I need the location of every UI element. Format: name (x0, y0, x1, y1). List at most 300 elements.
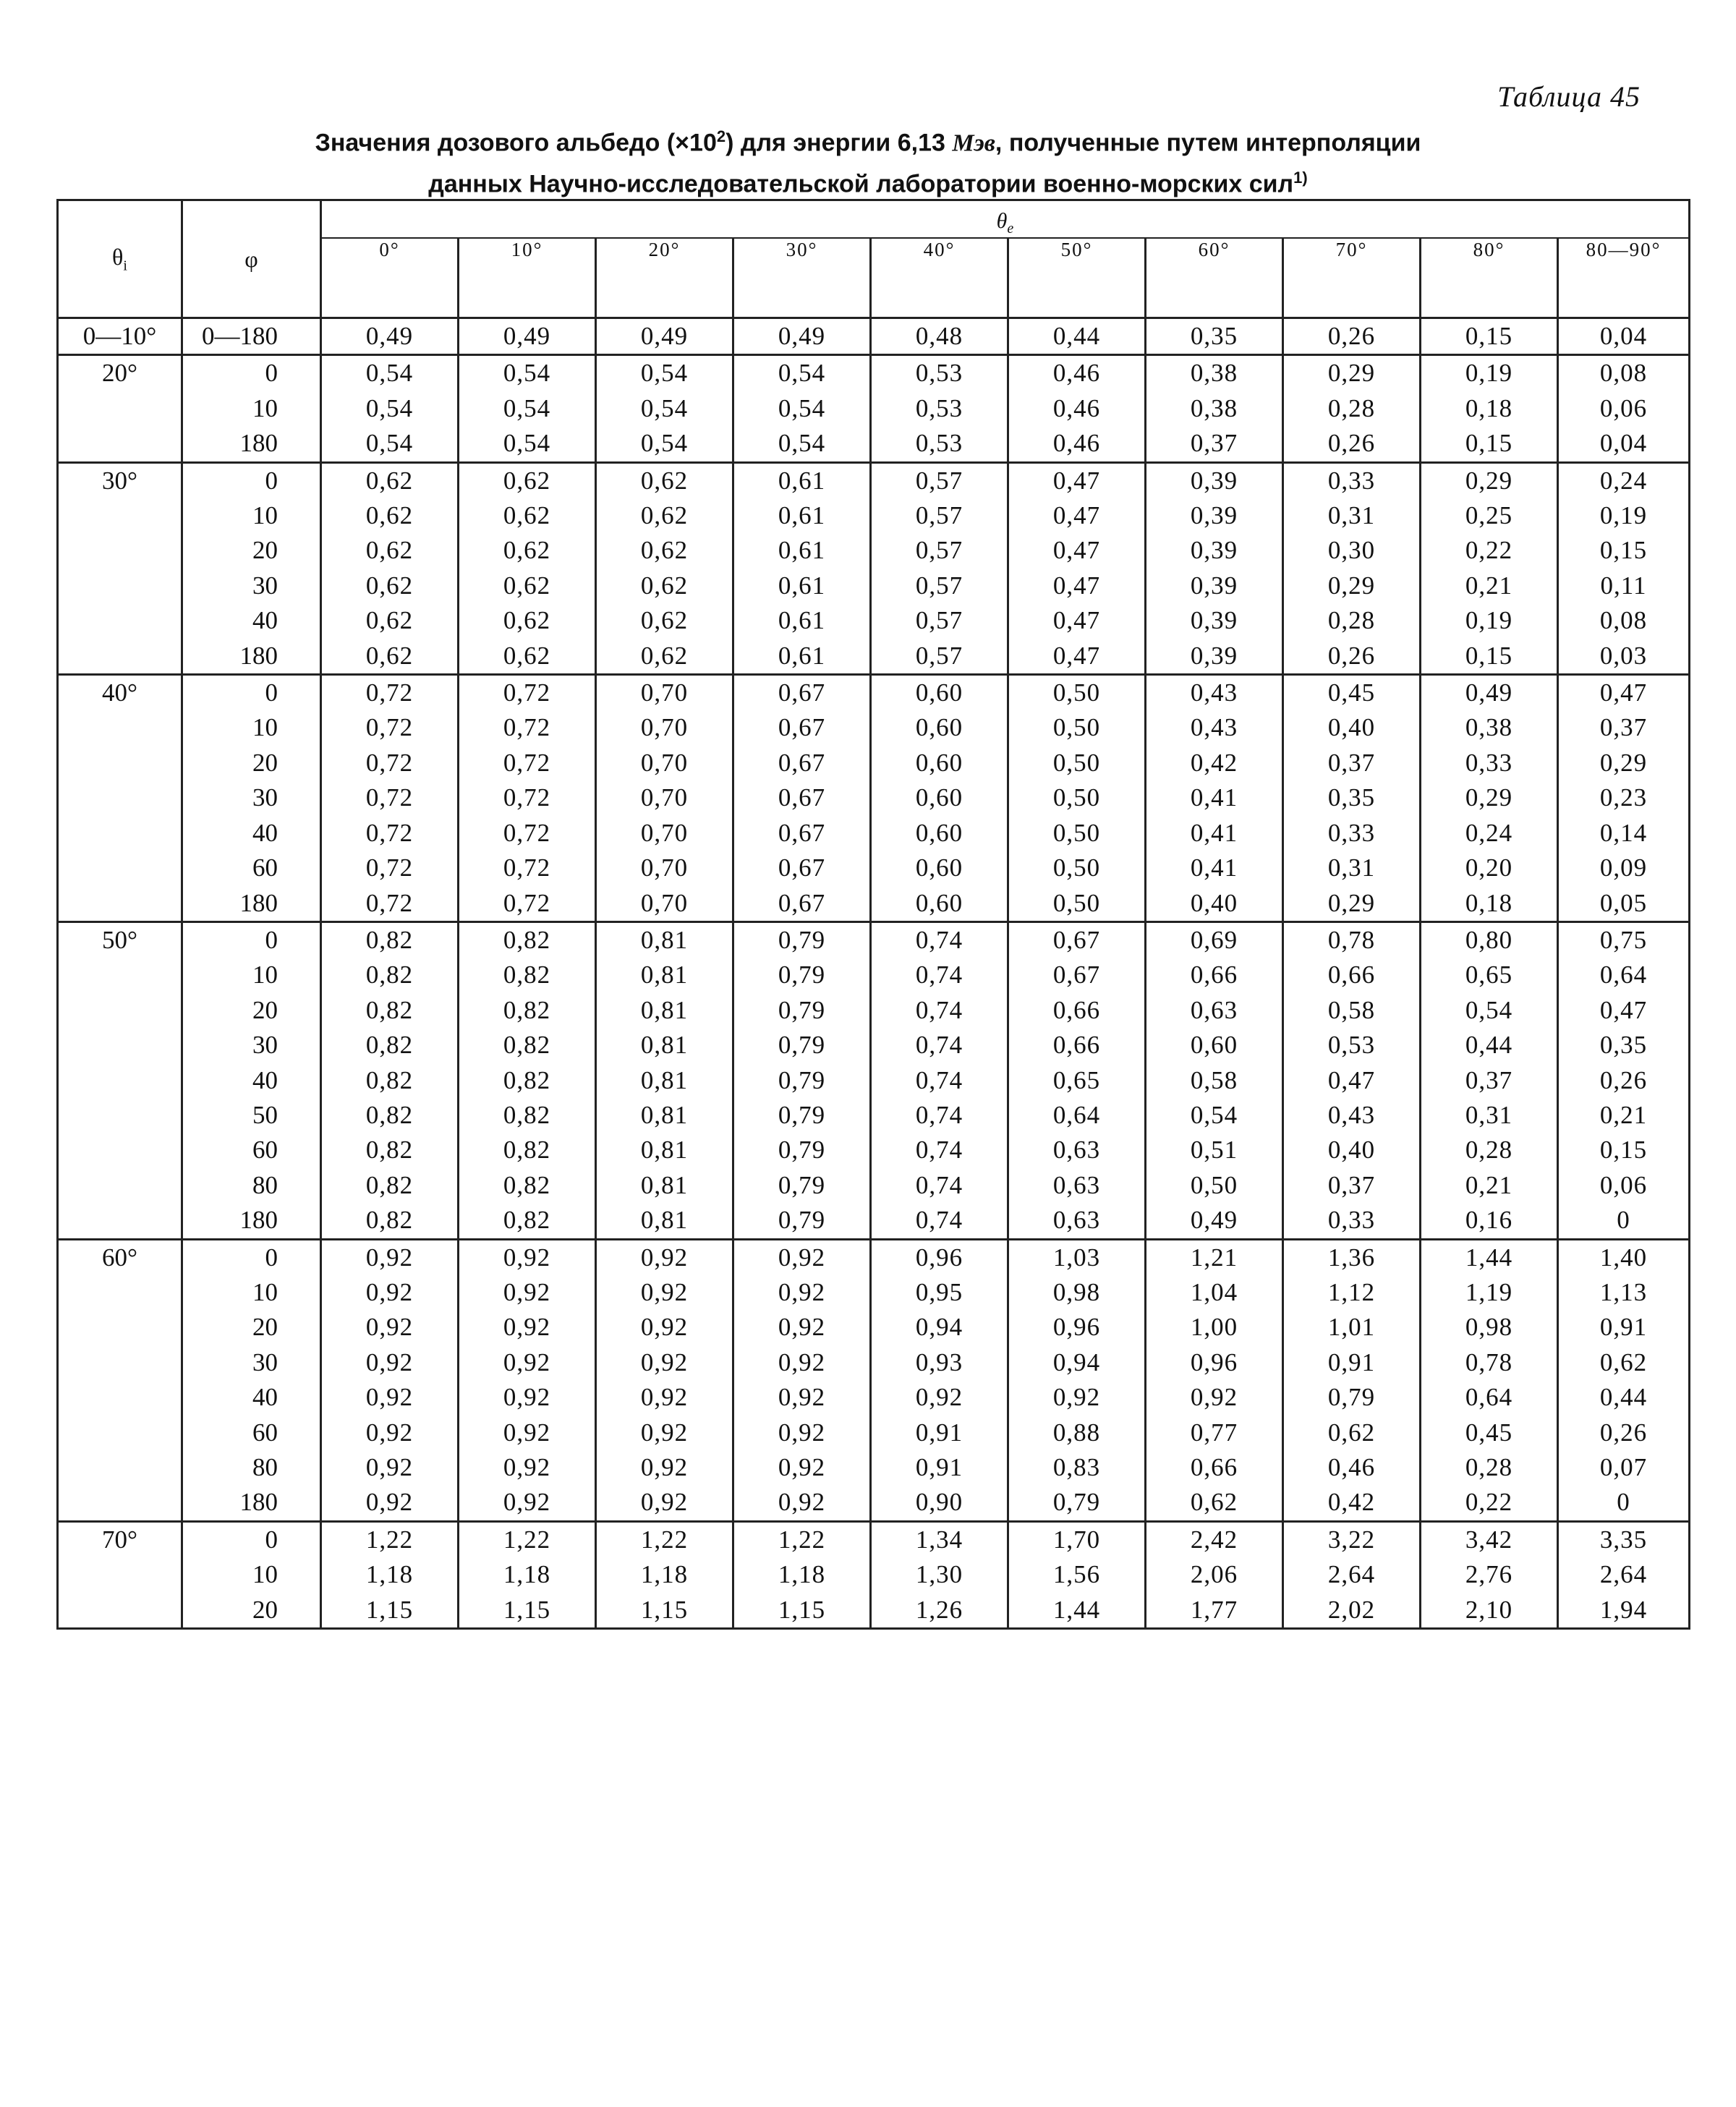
albedo-value: 0,62 (365, 536, 414, 565)
theta-i-value: 50° (58, 921, 182, 1239)
albedo-value: 0,57 (915, 536, 963, 565)
albedo-value: 0,74 (915, 1100, 963, 1129)
albedo-value: 0,88 (1052, 1418, 1101, 1447)
albedo-value: 0,04 (1599, 322, 1648, 350)
albedo-value: 0,63 (1052, 1170, 1101, 1199)
albedo-value: 0,60 (1190, 1031, 1238, 1060)
albedo-value: 0,96 (915, 1243, 963, 1272)
albedo-value: 1,15 (503, 1595, 551, 1624)
albedo-value: 1,18 (503, 1560, 551, 1589)
albedo-value: 0,80 (1465, 925, 1513, 954)
albedo-column-cell (733, 1521, 871, 1628)
albedo-value: 1,00 (1190, 1313, 1238, 1342)
albedo-value: 0,22 (1465, 1488, 1513, 1517)
albedo-value: 0,21 (1465, 571, 1513, 600)
albedo-value: 0,70 (640, 748, 689, 777)
albedo-value: 0,62 (640, 606, 689, 635)
albedo-column-cell (871, 921, 1008, 1239)
albedo-value: 0,39 (1190, 466, 1238, 495)
albedo-value: 0,67 (778, 818, 826, 847)
caption-line-2: данных Научно-исследовательской лаборатории военно-морских сил$^{1)}$ (428, 169, 1308, 198)
albedo-value: 0,57 (915, 606, 963, 635)
albedo-value: 0,74 (915, 925, 963, 954)
albedo-value: 0,72 (503, 818, 551, 847)
albedo-value: 0,67 (778, 678, 826, 707)
albedo-value: 0,35 (1599, 1031, 1648, 1060)
albedo-value: 0,74 (915, 1136, 963, 1165)
albedo-value: 0,67 (1052, 925, 1101, 954)
albedo-value: 1,44 (1052, 1595, 1101, 1624)
albedo-column-cell (733, 675, 871, 922)
albedo-value: 0,54 (778, 429, 826, 458)
albedo-value: 0,54 (778, 393, 826, 422)
phi-value: 10 (252, 713, 278, 742)
albedo-value: 0,50 (1190, 1170, 1238, 1199)
albedo-value: 0,19 (1465, 606, 1513, 635)
albedo-value: 0,92 (1052, 1383, 1101, 1412)
albedo-value: 0,92 (365, 1488, 414, 1517)
albedo-column-cell (733, 318, 871, 355)
phi-value: 30 (252, 1031, 278, 1060)
albedo-value: 0,62 (1190, 1488, 1238, 1517)
albedo-value: 1,15 (640, 1595, 689, 1624)
albedo-value: 0,42 (1327, 1488, 1376, 1517)
albedo-value: 0,50 (1052, 818, 1101, 847)
albedo-value: 0,72 (365, 783, 414, 812)
albedo-value: 0,74 (915, 1065, 963, 1094)
albedo-column-cell (596, 1521, 733, 1628)
albedo-value: 0,74 (915, 1206, 963, 1235)
albedo-value: 0,92 (1190, 1383, 1238, 1412)
albedo-value: 0,54 (640, 359, 689, 388)
albedo-value: 0,79 (778, 1170, 826, 1199)
theta-e-angle-header: 0° (321, 238, 459, 318)
albedo-value: 0,98 (1465, 1313, 1513, 1342)
phi-values (182, 1239, 321, 1521)
phi-value: 0 (265, 359, 278, 388)
albedo-value: 1,15 (365, 1595, 414, 1624)
albedo-value: 0,79 (778, 995, 826, 1024)
albedo-value: 0,24 (1599, 466, 1648, 495)
theta-i-value: 20° (58, 355, 182, 462)
albedo-column-cell (321, 318, 459, 355)
albedo-column-cell (321, 1239, 459, 1521)
albedo-value: 0,47 (1052, 466, 1101, 495)
albedo-value: 0,14 (1599, 818, 1648, 847)
albedo-value: 1,94 (1599, 1595, 1648, 1624)
albedo-column-cell (1421, 1521, 1558, 1628)
albedo-value: 0,67 (778, 888, 826, 917)
albedo-column-cell (321, 355, 459, 462)
albedo-value: 0,51 (1190, 1136, 1238, 1165)
albedo-value: 0,92 (915, 1383, 963, 1412)
albedo-value: 0,92 (503, 1348, 551, 1376)
phi-value: 20 (252, 536, 278, 565)
albedo-column-cell (1558, 675, 1690, 922)
albedo-value: 0,64 (1052, 1100, 1101, 1129)
albedo-value: 0,81 (640, 925, 689, 954)
theta-i-group (58, 318, 1690, 355)
albedo-column-cell (1558, 1239, 1690, 1521)
albedo-column-cell (459, 318, 596, 355)
phi-value: 10 (252, 1560, 278, 1589)
albedo-value: 0,49 (1190, 1206, 1238, 1235)
albedo-value: 0,67 (778, 783, 826, 812)
albedo-value: 1,26 (915, 1595, 963, 1624)
albedo-value: 0,24 (1465, 818, 1513, 847)
theta-e-header: $\theta_e$ (321, 200, 1690, 239)
albedo-value: 0,38 (1190, 393, 1238, 422)
albedo-value: 0,94 (1052, 1348, 1101, 1376)
phi-values (182, 462, 321, 674)
albedo-value: 0,81 (640, 1170, 689, 1199)
albedo-value: 0,92 (640, 1277, 689, 1306)
albedo-value: 0,50 (1052, 713, 1101, 742)
albedo-value: 0,26 (1599, 1418, 1648, 1447)
albedo-value: 0,82 (503, 1065, 551, 1094)
albedo-value: 0,21 (1599, 1100, 1648, 1129)
albedo-value: 0,67 (778, 854, 826, 882)
albedo-value: 0,82 (503, 1206, 551, 1235)
albedo-value: 0,72 (503, 713, 551, 742)
albedo-value: 0,92 (640, 1383, 689, 1412)
albedo-column-cell (321, 675, 459, 922)
albedo-value: 0,93 (915, 1348, 963, 1376)
albedo-column-cell (1283, 675, 1421, 922)
albedo-value: 0,79 (778, 1031, 826, 1060)
phi-value: 30 (252, 1348, 278, 1376)
albedo-value: 0,62 (1327, 1418, 1376, 1447)
albedo-value: 0,54 (503, 359, 551, 388)
albedo-value: 0,92 (778, 1277, 826, 1306)
albedo-value: 0,66 (1190, 961, 1238, 989)
albedo-column-cell (459, 921, 596, 1239)
albedo-value: 0,78 (1465, 1348, 1513, 1376)
albedo-value: 0,92 (503, 1383, 551, 1412)
albedo-value: 0,69 (1190, 925, 1238, 954)
albedo-value: 0,28 (1327, 393, 1376, 422)
albedo-value: 0,92 (640, 1313, 689, 1342)
phi-value: 80 (252, 1453, 278, 1481)
albedo-value: 0,37 (1465, 1065, 1513, 1094)
phi-value: 0 (265, 1525, 278, 1554)
albedo-value: 0,92 (778, 1383, 826, 1412)
albedo-column-cell (596, 1239, 733, 1521)
phi-value: 180 (239, 1488, 278, 1517)
albedo-value: 1,22 (365, 1525, 414, 1554)
albedo-column-cell (459, 1521, 596, 1628)
albedo-value: 1,03 (1052, 1243, 1101, 1272)
albedo-value: 0,96 (1190, 1348, 1238, 1376)
albedo-column-cell (733, 921, 871, 1239)
albedo-value: 1,70 (1052, 1525, 1101, 1554)
table-number: Таблица 45 (1497, 80, 1641, 113)
albedo-value: 0,90 (915, 1488, 963, 1517)
phi-value: 0 (265, 466, 278, 495)
albedo-value: 1,40 (1599, 1243, 1648, 1272)
albedo-value: 0,92 (365, 1277, 414, 1306)
theta-i-group (58, 462, 1690, 674)
phi-value: 30 (252, 571, 278, 600)
phi-header: φ (182, 200, 321, 318)
theta-e-angle-header: 70° (1283, 238, 1421, 318)
albedo-value: 0,74 (915, 995, 963, 1024)
phi-value: 180 (239, 429, 278, 458)
albedo-column-cell (321, 462, 459, 674)
phi-value: 10 (252, 501, 278, 530)
albedo-value: 0,92 (778, 1348, 826, 1376)
albedo-value: 0,92 (365, 1453, 414, 1481)
albedo-value: 0,92 (778, 1418, 826, 1447)
albedo-value: 0,79 (778, 1065, 826, 1094)
albedo-value: 0,08 (1599, 606, 1648, 635)
albedo-value: 0,61 (778, 641, 826, 670)
albedo-column-cell (1283, 462, 1421, 674)
albedo-column-cell (321, 921, 459, 1239)
albedo-value: 0,48 (915, 322, 963, 350)
albedo-column-cell (1421, 675, 1558, 922)
albedo-value: 0,54 (640, 429, 689, 458)
albedo-column-cell (321, 1521, 459, 1628)
albedo-value: 0,40 (1190, 888, 1238, 917)
albedo-value: 0,64 (1465, 1383, 1513, 1412)
albedo-column-cell (1146, 355, 1283, 462)
albedo-value: 0,42 (1190, 748, 1238, 777)
albedo-value: 0,81 (640, 1136, 689, 1165)
theta-i-value: 40° (58, 675, 182, 922)
albedo-value: 0,82 (503, 995, 551, 1024)
albedo-value: 0,54 (503, 393, 551, 422)
albedo-value: 0,82 (365, 1031, 414, 1060)
albedo-value: 0,31 (1465, 1100, 1513, 1129)
albedo-value: 2,10 (1465, 1595, 1513, 1624)
albedo-column-cell (1558, 921, 1690, 1239)
theta-e-angle-header: 10° (459, 238, 596, 318)
albedo-value: 0,61 (778, 466, 826, 495)
albedo-value: 0,26 (1599, 1065, 1648, 1094)
albedo-value: 0,92 (778, 1453, 826, 1481)
albedo-value: 3,22 (1327, 1525, 1376, 1554)
theta-i-group (58, 355, 1690, 462)
albedo-value: 0,05 (1599, 888, 1648, 917)
albedo-value: 0,65 (1465, 961, 1513, 989)
albedo-value: 0,72 (365, 748, 414, 777)
phi-value: 0 (265, 925, 278, 954)
albedo-value: 0,75 (1599, 925, 1648, 954)
albedo-value: 1,04 (1190, 1277, 1238, 1306)
albedo-value: 0,79 (778, 925, 826, 954)
albedo-value: 0,39 (1190, 501, 1238, 530)
albedo-value: 0,82 (503, 1031, 551, 1060)
albedo-column-cell (1558, 318, 1690, 355)
albedo-value: 0,63 (1052, 1136, 1101, 1165)
albedo-value: 0,82 (365, 995, 414, 1024)
albedo-column-cell (1146, 462, 1283, 674)
albedo-column-cell (1421, 355, 1558, 462)
albedo-value: 0,19 (1465, 359, 1513, 388)
albedo-value: 0,49 (640, 322, 689, 350)
theta-i-value: 60° (58, 1239, 182, 1521)
albedo-value: 0,82 (365, 1100, 414, 1129)
albedo-value: 0,95 (915, 1277, 963, 1306)
albedo-value: 0,62 (503, 571, 551, 600)
albedo-value: 1,15 (778, 1595, 826, 1624)
albedo-value: 0,08 (1599, 359, 1648, 388)
albedo-value: 0,40 (1327, 713, 1376, 742)
albedo-value: 0,49 (1465, 678, 1513, 707)
albedo-value: 0,46 (1052, 393, 1101, 422)
albedo-value: 0,57 (915, 641, 963, 670)
albedo-value: 0,92 (503, 1453, 551, 1481)
theta-e-angle-header: 80—90° (1558, 238, 1690, 318)
albedo-value: 0,38 (1465, 713, 1513, 742)
phi-value: 40 (252, 1383, 278, 1412)
albedo-column-cell (459, 675, 596, 922)
albedo-column-cell (871, 318, 1008, 355)
albedo-column-cell (1421, 921, 1558, 1239)
phi-value: 180 (239, 1206, 278, 1235)
albedo-value: 0,15 (1599, 1136, 1648, 1165)
albedo-value: 0 (1617, 1206, 1630, 1235)
albedo-value: 0,70 (640, 713, 689, 742)
phi-value: 30 (252, 783, 278, 812)
albedo-column-cell (1558, 1521, 1690, 1628)
albedo-value: 2,64 (1327, 1560, 1376, 1589)
albedo-value: 0,74 (915, 961, 963, 989)
phi-values (182, 1521, 321, 1628)
albedo-value: 1,18 (365, 1560, 414, 1589)
phi-value: 40 (252, 1065, 278, 1094)
albedo-value: 0,81 (640, 995, 689, 1024)
albedo-value: 0,74 (915, 1170, 963, 1199)
albedo-value: 0,39 (1190, 606, 1238, 635)
albedo-value: 0,41 (1190, 783, 1238, 812)
albedo-column-cell (1146, 318, 1283, 355)
albedo-column-cell (459, 355, 596, 462)
albedo-value: 0,30 (1327, 536, 1376, 565)
albedo-value: 0,92 (503, 1418, 551, 1447)
albedo-value: 0,62 (503, 501, 551, 530)
albedo-value: 0,47 (1327, 1065, 1376, 1094)
albedo-value: 0,67 (1052, 961, 1101, 989)
phi-value: 20 (252, 995, 278, 1024)
albedo-value: 0 (1617, 1488, 1630, 1517)
albedo-value: 0,43 (1190, 713, 1238, 742)
albedo-value: 0,60 (915, 678, 963, 707)
albedo-value: 0,92 (503, 1488, 551, 1517)
albedo-value: 0,61 (778, 571, 826, 600)
albedo-value: 0,54 (778, 359, 826, 388)
albedo-column-cell (1146, 921, 1283, 1239)
albedo-value: 0,54 (365, 429, 414, 458)
albedo-value: 0,44 (1599, 1383, 1648, 1412)
albedo-value: 0,15 (1465, 322, 1513, 350)
albedo-value: 0,50 (1052, 678, 1101, 707)
albedo-value: 0,54 (640, 393, 689, 422)
albedo-column-cell (871, 355, 1008, 462)
albedo-value: 0,82 (365, 925, 414, 954)
albedo-value: 1,18 (640, 1560, 689, 1589)
albedo-value: 0,19 (1599, 501, 1648, 530)
albedo-value: 0,62 (365, 466, 414, 495)
albedo-value: 1,36 (1327, 1243, 1376, 1272)
albedo-column-cell (1008, 355, 1146, 462)
albedo-value: 0,38 (1190, 359, 1238, 388)
albedo-value: 0,92 (640, 1488, 689, 1517)
albedo-value: 0,66 (1327, 961, 1376, 989)
albedo-value: 0,96 (1052, 1313, 1101, 1342)
albedo-value: 0,62 (365, 571, 414, 600)
albedo-value: 0,82 (365, 1136, 414, 1165)
albedo-column-cell (459, 462, 596, 674)
albedo-value: 0,92 (365, 1348, 414, 1376)
albedo-value: 0,06 (1599, 393, 1648, 422)
albedo-value: 0,28 (1327, 606, 1376, 635)
albedo-value: 0,43 (1190, 678, 1238, 707)
albedo-value: 1,21 (1190, 1243, 1238, 1272)
albedo-value: 0,29 (1465, 783, 1513, 812)
albedo-value: 0,82 (503, 1136, 551, 1165)
albedo-value: 0,46 (1052, 359, 1101, 388)
albedo-value: 0,62 (640, 641, 689, 670)
albedo-value: 0,06 (1599, 1170, 1648, 1199)
albedo-value: 0,62 (365, 606, 414, 635)
albedo-value: 0,31 (1327, 854, 1376, 882)
albedo-value: 0,61 (778, 606, 826, 635)
albedo-value: 0,92 (778, 1313, 826, 1342)
albedo-column-cell (733, 462, 871, 674)
albedo-value: 0,03 (1599, 641, 1648, 670)
albedo-value: 0,83 (1052, 1453, 1101, 1481)
albedo-value: 0,29 (1327, 359, 1376, 388)
albedo-column-cell (733, 1239, 871, 1521)
albedo-column-cell (1283, 1239, 1421, 1521)
albedo-column-cell (596, 921, 733, 1239)
albedo-value: 1,18 (778, 1560, 826, 1589)
phi-value: 0 (265, 1243, 278, 1272)
albedo-column-cell (1283, 921, 1421, 1239)
albedo-value: 1,30 (915, 1560, 963, 1589)
phi-value: 40 (252, 818, 278, 847)
albedo-value: 0,53 (915, 359, 963, 388)
phi-value: 20 (252, 1313, 278, 1342)
albedo-value: 0,78 (1327, 925, 1376, 954)
albedo-value: 0,74 (915, 1031, 963, 1060)
albedo-value: 0,28 (1465, 1136, 1513, 1165)
albedo-value: 0,79 (1052, 1488, 1101, 1517)
albedo-value: 0,92 (503, 1313, 551, 1342)
phi-value: 0 (265, 678, 278, 707)
albedo-value: 0,72 (503, 783, 551, 812)
albedo-value: 0,54 (365, 359, 414, 388)
albedo-value: 0,50 (1052, 783, 1101, 812)
albedo-column-cell (1283, 1521, 1421, 1628)
albedo-value: 0,50 (1052, 854, 1101, 882)
albedo-value: 3,35 (1599, 1525, 1648, 1554)
albedo-column-cell (596, 675, 733, 922)
phi-value: 60 (252, 1418, 278, 1447)
albedo-value: 0,63 (1052, 1206, 1101, 1235)
albedo-column-cell (1283, 318, 1421, 355)
phi-value: 20 (252, 748, 278, 777)
albedo-value: 0,45 (1465, 1418, 1513, 1447)
albedo-value: 2,76 (1465, 1560, 1513, 1589)
phi-values (182, 675, 321, 922)
phi-value: 20 (252, 1595, 278, 1624)
albedo-column-cell (596, 355, 733, 462)
albedo-value: 0,47 (1052, 536, 1101, 565)
albedo-value: 0,72 (365, 854, 414, 882)
